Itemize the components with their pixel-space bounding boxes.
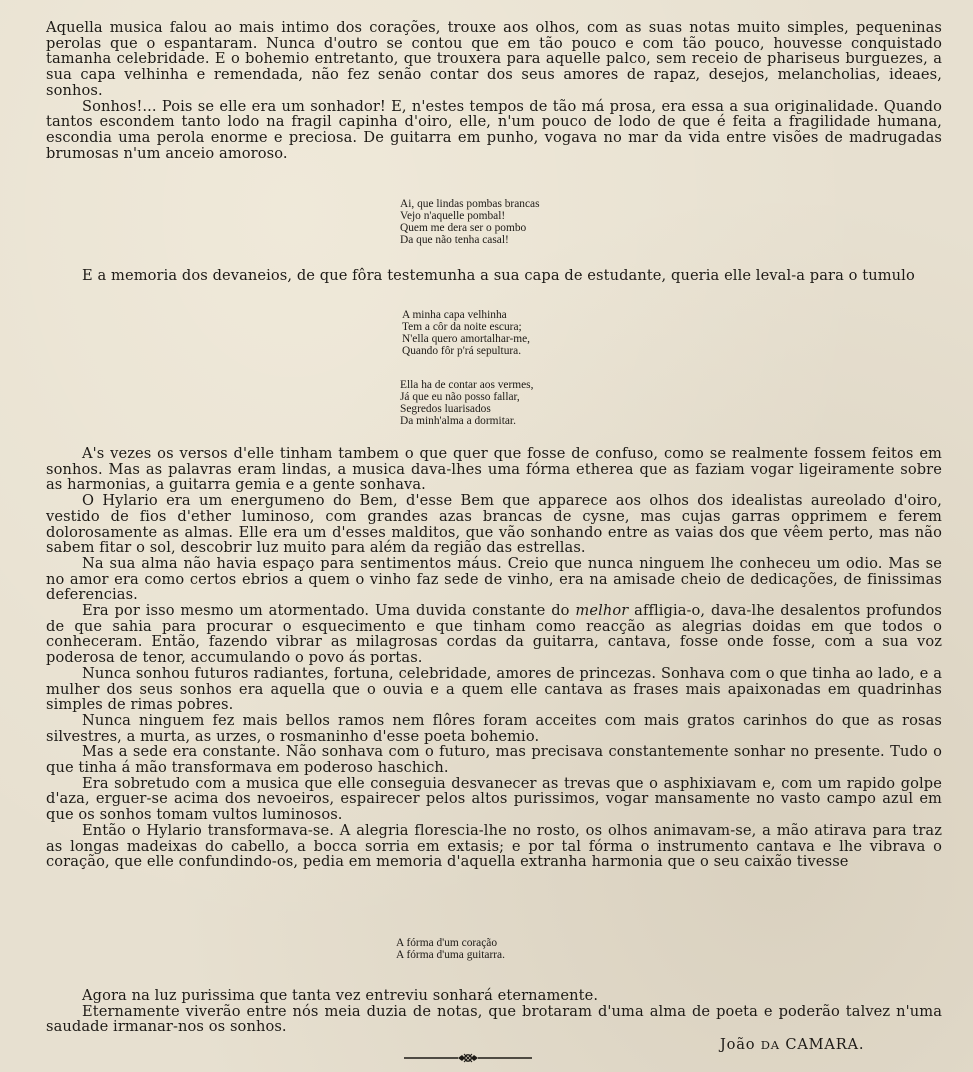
verse-guitarra [396, 938, 505, 962]
body-paragraph-9: Então o Hylario transformava-se. A alegria florescia-lhe no rosto, os olhos animavam-se, a mão atirava para traz as longas madeixas do cabello, a bocca sorria em extasis; e por tal fórma o instrumento cantava e lhe vibrava o coração, que elle confundindo-os, pedia em memoria d'aquella extranha harmonia que o seu caixão tivesse [46, 821, 942, 871]
end-ornament-icon [404, 1050, 532, 1066]
intro-paragraph-2: Sonhos!... Pois se elle era um sonhador! E, n'estes tempos de tão má prosa, era essa a sua originalidade. Quando tantos escondem tanto lodo na fragil capinha d'oiro, elle, n'um pouco de lodo de que é feita a fragilidade humana, escondia uma perola enorme e preciosa. De guitarra em punho, vogava no mar da vida entre visões de madrugadas brumosas n'um anceio amoroso. [46, 97, 942, 162]
verse-capa [402, 310, 530, 358]
verse-line: Quando fôr p'rá sepultura. [402, 344, 522, 357]
verse-line: Tem a côr da noite escura; [402, 320, 522, 333]
verse-vermes [400, 380, 533, 428]
body-paragraph-5: Nunca sonhou futuros radiantes, fortuna, celebridade, amores de princezas. Sonhava com o que tinha ao lado, e a mulher dos seus sonhos era aquella que o ouvia e a quem elle cantava as frases mais apaixonadas em quadrinhas simples de rimas pobres. [46, 664, 942, 714]
verse-line: Da minh'alma a dormitar. [400, 414, 516, 427]
verse-line: A fórma d'um coração [396, 937, 498, 949]
verse-line: Já que eu não posso fallar, [400, 390, 520, 403]
verse-line: Segredos luarisados [400, 402, 491, 415]
body-paragraph-4: Era por isso mesmo um atormentado. Uma duvida constante do melhor affligia-o, dava-lhe desalentos profundos de que sahia para procurar o esquecimento e que tinham como reacção as alegrias doidas em que todos o conheceram. Então, fazendo vibrar as milagrosas cordas da guitarra, cantava, fosse onde fosse, com a sua voz poderosa de tenor, accumulando o povo ás portas. [46, 602, 942, 667]
body-paragraph-7: Mas a sede era constante. Não sonhava com o futuro, mas precisava constantemente sonhar no presente. Tudo o que tinha á mão transformava em poderoso haschich. [46, 743, 942, 777]
emphasis-melhor: melhor [575, 602, 629, 620]
bridge-line: E a memoria dos devaneios, de que fôra testemunha a sua capa de estudante, queria elle leval-a para o tumulo [82, 267, 915, 284]
body-paragraph-2: O Hylario era um energumeno do Bem, d'esse Bem que apparece aos olhos dos idealistas aureolado d'oiro, vestido de fios d'ether luminoso, com grandes azas brancas de cysne, mas cujas garras opprimem e ferem dolorosamente as almas. Elle era um d'esses malditos, que vão sonhando entre as vaias dos que vêem perto, mas não sabem fitar o sol, descobrir luz muito para além da região das estrellas. [46, 492, 942, 557]
verse-line: A minha capa velhinha [402, 309, 507, 321]
verse-line: A fórma d'uma guitarra. [396, 948, 505, 961]
closing-section [46, 988, 942, 1035]
intro-section [46, 20, 942, 161]
verse-line: Ella ha de contar aos vermes, [400, 379, 534, 391]
body-paragraph-6: Nunca ninguem fez mais bellos ramos nem flôres foram acceites com mais gratos carinhos do que as rosas silvestres, a murta, as urzes, o rosmaninho d'esse poeta bohemio. [46, 711, 942, 745]
author-signature: João DA CAMARA. [720, 1036, 865, 1053]
verse-line: Vejo n'aquelle pombal! [400, 209, 506, 222]
closing-paragraph-2: Eternamente viverão entre nós meia duzia de notas, que brotaram d'uma alma de poeta e poderão talvez n'uma saudade irmanar-nos os sonhos. [46, 1002, 942, 1036]
intro-paragraph-1: Aquella musica falou ao mais intimo dos corações, trouxe aos olhos, com as suas notas muito simples, pequeninas perolas que o espantaram. Nunca d'outro se contou que em tão pouco e com tão pouco, houvesse conquistado tamanha celebridade. E o bohemio entretanto, que trouxera para aquelle palco, sem receio de phariseus burguezes, a sua capa velhinha e remendada, não fez senão contar dos seus amores de rapaz, desejos, melancholias, ideaes, sonhos. [46, 19, 942, 99]
body-paragraph-8: Era sobretudo com a musica que elle conseguia desvanecer as trevas que o asphixiavam e, com um rapido golpe d'aza, erguer-se acima dos nevoeiros, espairecer pelos altos purissimos, vogar mansamente no vasto campo azul em que os sonhos tomam vultos luminosos. [46, 774, 942, 824]
verse-line: Quem me dera ser o pombo [400, 221, 527, 234]
verse-pombas [400, 199, 540, 247]
body-section [46, 446, 942, 870]
body-paragraph-3: Na sua alma não havia espaço para sentimentos máus. Creio que nunca ninguem lhe conheceu um odio. Mas se no amor era como certos ebrios a quem o vinho faz sede de vinho, era na amisade cheio de dedicações, de finissimas deferencias. [46, 554, 942, 604]
verse-line: N'ella quero amortalhar-me, [402, 332, 531, 345]
verse-line: Ai, que lindas pombas brancas [400, 198, 540, 210]
verse-line: Da que não tenha casal! [400, 233, 509, 246]
body-paragraph-1: A's vezes os versos d'elle tinham tambem o que quer que fosse de confuso, como se realmente fossem feitos em sonhos. Mas as palavras eram lindas, a musica dava-lhes uma fórma etherea que as faziam vogar ligeiramente sobre as harmonias, a guitarra gemia e a gente sonhava. [46, 445, 942, 494]
closing-paragraph-1: Agora na luz purissima que tanta vez entreviu sonhará eternamente. [82, 987, 599, 1004]
